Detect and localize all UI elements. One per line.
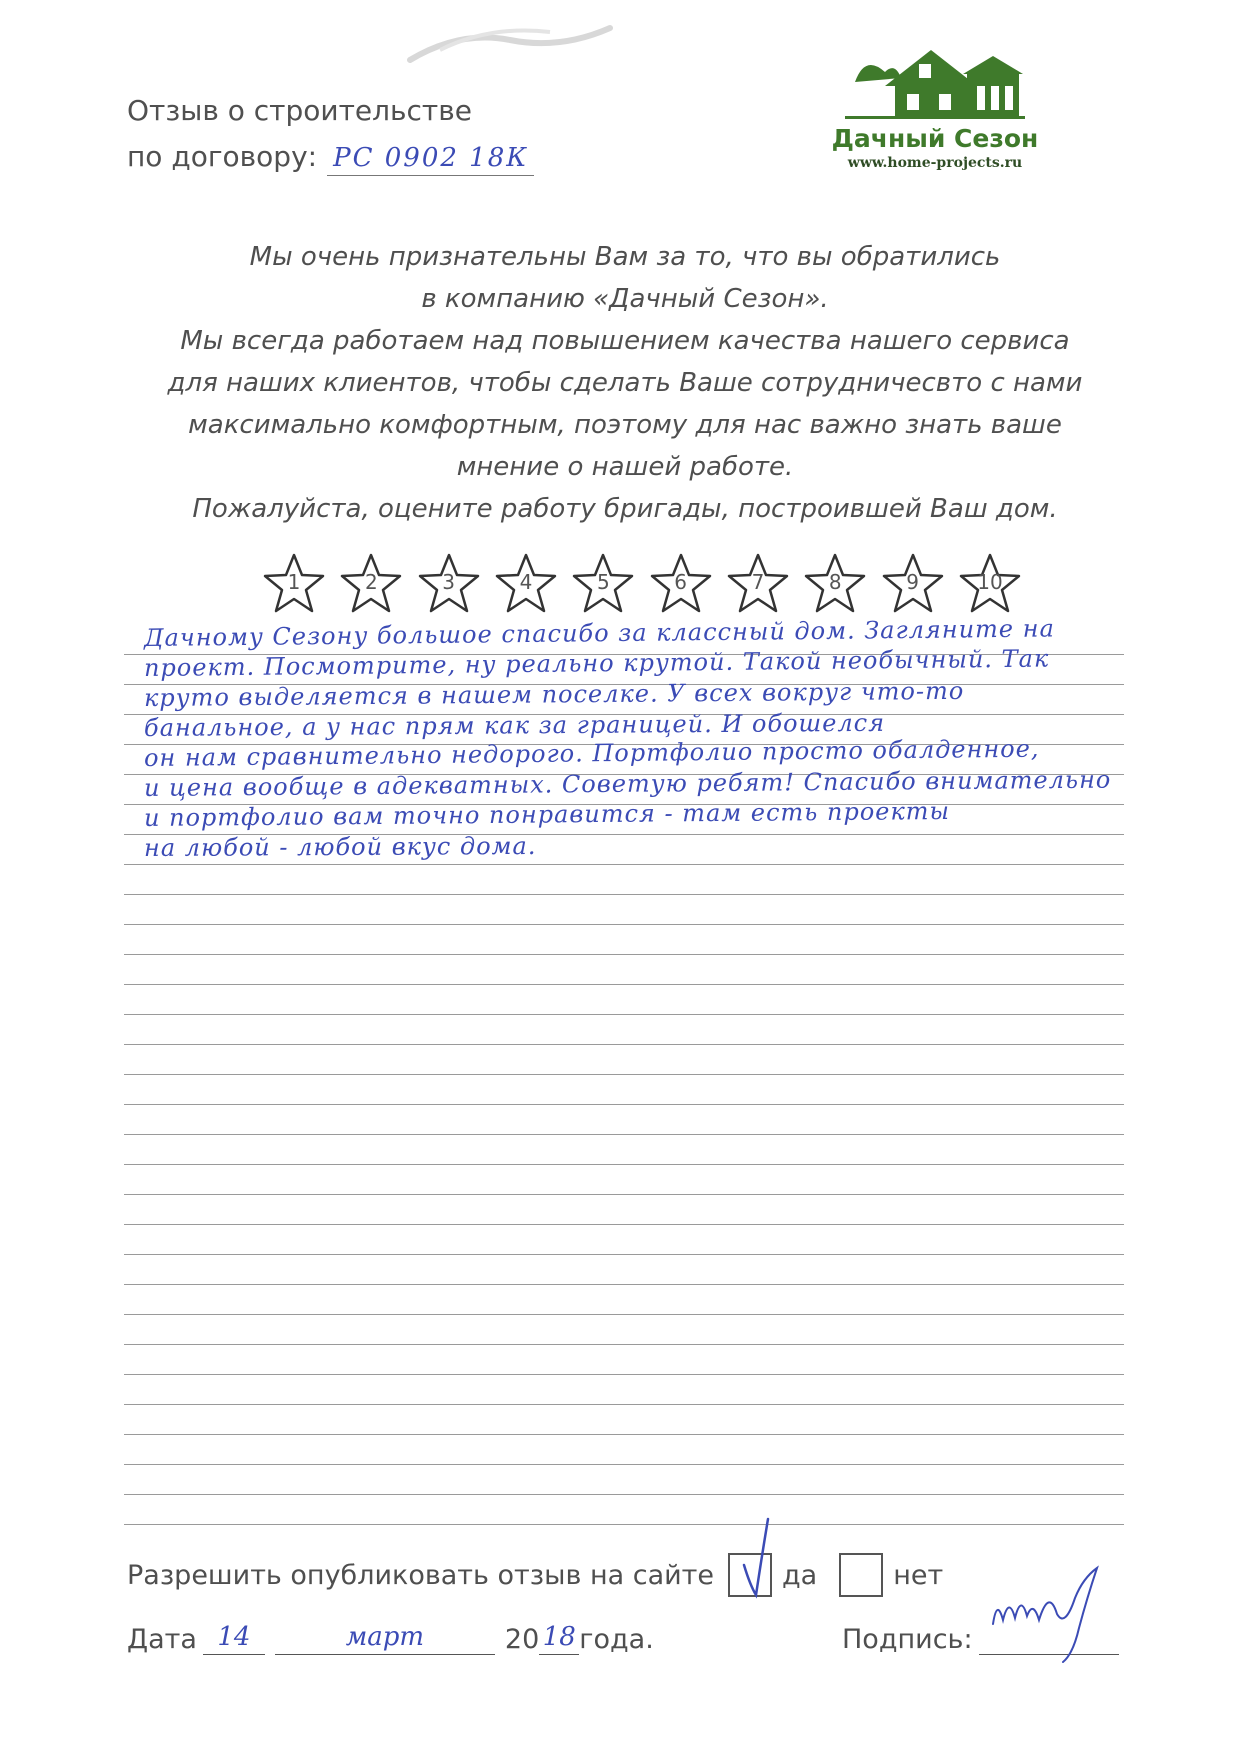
star-number: 8 <box>828 570 842 594</box>
ruled-line <box>124 1434 1124 1435</box>
star-number: 6 <box>674 570 687 594</box>
title-line-1: Отзыв о строительстве <box>127 94 472 127</box>
ruled-line <box>124 1104 1124 1105</box>
intro-line: максимально комфортным, поэтому для нас важно знать ваше <box>188 410 1062 440</box>
star-number: 7 <box>751 570 765 594</box>
intro-line: Мы всегда работаем над повышением качества нашего сервиса <box>180 326 1070 356</box>
star-number: 1 <box>287 570 301 594</box>
ruled-line <box>124 1344 1124 1345</box>
contract-row <box>127 134 534 180</box>
signature-field[interactable] <box>979 1620 1119 1655</box>
year-prefix: 20 <box>504 1624 540 1655</box>
signature-row <box>842 1620 1119 1655</box>
company-name: Дачный Сезон <box>831 124 1039 153</box>
ruled-line <box>124 1464 1124 1465</box>
ruled-line <box>124 1194 1124 1195</box>
rating-stars <box>262 552 1022 616</box>
review-line: на любой - любой вкус дома. <box>143 831 537 862</box>
star-number: 5 <box>596 570 610 594</box>
review-line: Дачному Сезону большое спасибо за классный дом. Загляните на <box>143 614 1055 652</box>
ruled-line <box>124 1134 1124 1135</box>
star-number: 3 <box>442 570 456 594</box>
company-logo <box>820 42 1050 171</box>
year-word: года. <box>579 1624 654 1655</box>
publish-yes-label: да <box>782 1559 818 1591</box>
rating-star-10[interactable] <box>958 552 1022 616</box>
rating-star-1[interactable] <box>262 552 326 616</box>
check-mark-icon <box>738 1515 778 1599</box>
ruled-line <box>124 1164 1124 1165</box>
review-line: и цена вообще в адекватных. Советую ребят! Спасибо внимательно <box>143 765 1112 802</box>
intro-line: Мы очень признательны Вам за то, что вы обратились <box>249 242 1001 272</box>
ruled-line <box>124 1014 1124 1015</box>
review-line: и портфолио вам точно понравится - там есть проекты <box>143 796 951 832</box>
date-label: Дата <box>127 1624 197 1655</box>
rating-star-4[interactable] <box>494 552 558 616</box>
star-number: 9 <box>906 570 919 594</box>
rating-star-7[interactable] <box>726 552 790 616</box>
ruled-line <box>124 1494 1124 1495</box>
ruled-line <box>124 1044 1124 1045</box>
contract-label: по договору: <box>127 140 318 173</box>
rating-star-2[interactable] <box>339 552 403 616</box>
ruled-line <box>124 984 1124 985</box>
ruled-line <box>124 1254 1124 1255</box>
intro-line: для наших клиентов, чтобы сделать Ваше сотрудничесвто с нами <box>167 368 1083 398</box>
house-logo-icon <box>835 42 1035 120</box>
review-line: круто выделяется в нашем поселке. У всех вокруг что-то <box>143 676 965 712</box>
intro-line: Пожалуйста, оцените работу бригады, построившей Ваш дом. <box>192 494 1058 524</box>
ruled-line <box>124 924 1124 925</box>
ruled-line <box>124 1284 1124 1285</box>
publish-permission <box>127 1553 951 1597</box>
contract-number-field[interactable]: РС 0902 18К <box>327 141 534 176</box>
ruled-line <box>124 1524 1124 1525</box>
star-number: 4 <box>519 570 533 594</box>
intro-line: мнение о нашей работе. <box>456 452 794 482</box>
form-title <box>127 88 534 180</box>
publish-yes-checkbox[interactable] <box>728 1553 772 1597</box>
rating-star-5[interactable] <box>571 552 635 616</box>
ruled-line <box>124 864 1124 865</box>
ruled-line <box>124 894 1124 895</box>
ruled-line <box>124 1074 1124 1075</box>
rating-star-9[interactable] <box>881 552 945 616</box>
rating-star-6[interactable] <box>649 552 713 616</box>
scan-smudge <box>400 10 620 70</box>
ruled-line <box>124 954 1124 955</box>
star-number: 2 <box>364 570 378 594</box>
rating-star-3[interactable] <box>417 552 481 616</box>
date-month-field[interactable]: март <box>275 1620 495 1655</box>
ruled-line <box>124 1314 1124 1315</box>
publish-no-checkbox[interactable] <box>839 1553 883 1597</box>
review-line: банальное, а у нас прям как за границей. И обошелся <box>143 708 886 742</box>
signature-label: Подпись: <box>842 1624 973 1655</box>
intro-line: в компанию «Дачный Сезон». <box>421 284 829 314</box>
date-day-field[interactable]: 14 <box>203 1620 265 1655</box>
ruled-line <box>124 1374 1124 1375</box>
star-number: 10 <box>977 570 1003 594</box>
date-row <box>127 1620 654 1655</box>
company-url: www.home-projects.ru <box>847 155 1023 171</box>
publish-no-label: нет <box>893 1559 944 1591</box>
handwritten-signature <box>979 1558 1129 1668</box>
ruled-line <box>124 1224 1124 1225</box>
review-line: проект. Посмотрите, ну реально крутой. Такой необычный. Так <box>143 644 1050 682</box>
intro-text <box>130 236 1120 530</box>
rating-star-8[interactable] <box>803 552 867 616</box>
review-line: он нам сравнительно недорого. Портфолио просто обалденное, <box>143 734 1040 772</box>
date-year-field[interactable]: 18 <box>539 1620 579 1655</box>
publish-label: Разрешить опубликовать отзыв на сайте <box>127 1559 714 1591</box>
ruled-line <box>124 1404 1124 1405</box>
